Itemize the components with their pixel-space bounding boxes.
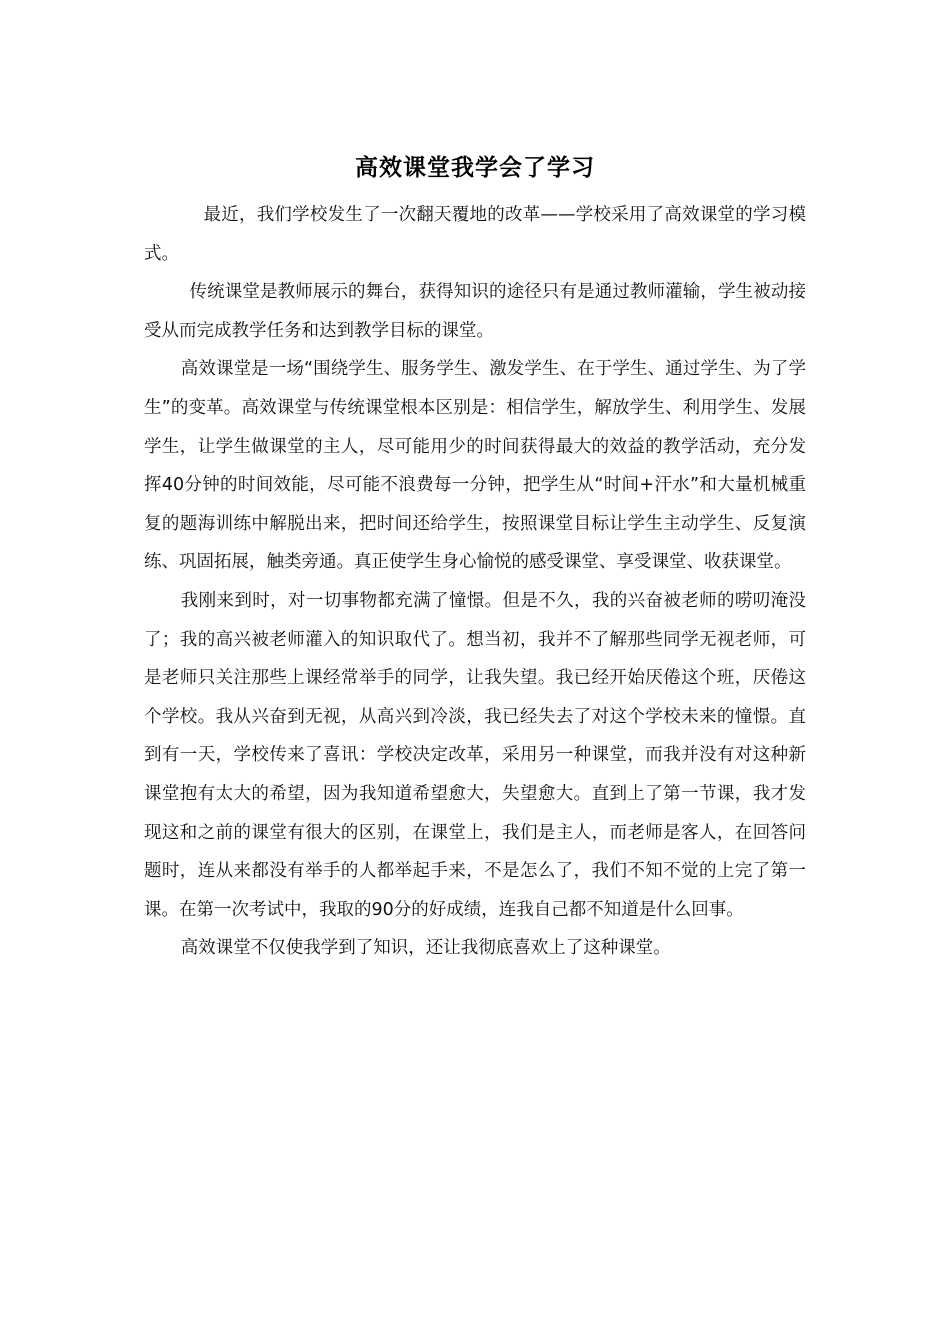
- document-body: [144, 148, 806, 968]
- paragraph-2: 传统课堂是教师展示的舞台，获得知识的途径只有是通过教师灌输，学生被动接受从而完成教学任务和达到教学目标的课堂。: [144, 282, 806, 341]
- paragraph-1: 最近，我们学校发生了一次翻天覆地的改革——学校采用了高效课堂的学习模式。: [144, 205, 806, 264]
- document-title: 高效课堂我学会了学习: [355, 155, 595, 181]
- paragraph-5: 高效课堂不仅使我学到了知识，还让我彻底喜欢上了这种课堂。: [180, 938, 671, 959]
- paragraph-3: 高效课堂是一场“围绕学生、服务学生、激发学生、在于学生、通过学生、为了学生”的变革。高效课堂与传统课堂根本区别是：相信学生，解放学生、利用学生、发展学生，让学生做课堂的主人，尽可能用少的时间获得最大的效益的教学活动，充分发挥40分钟的时间效能，尽可能不浪费每一分钟，把学生从“时间+汗水”和大量机械重复的题海训练中解脱出来，把时间还给学生，按照课堂目标让学生主动学生、反复演练、巩固拓展，触类旁通。真正使学生身心愉悦的感受课堂、享受课堂、收获课堂。: [144, 359, 806, 573]
- paragraph-4: 我刚来到时，对一切事物都充满了憧憬。但是不久，我的兴奋被老师的唠叨淹没了；我的高兴被老师灌入的知识取代了。想当初，我并不了解那些同学无视老师，可是老师只关注那些上课经常举手的同学，让我失望。我已经开始厌倦这个班，厌倦这个学校。我从兴奋到无视，从高兴到冷淡，我已经失去了对这个学校未来的憧憬。直到有一天，学校传来了喜讯：学校决定改革，采用另一种课堂，而我并没有对这种新课堂抱有太大的希望，因为我知道希望愈大，失望愈大。直到上了第一节课，我才发现这和之前的课堂有很大的区别，在课堂上，我们是主人，而老师是客人，在回答问题时，连从来都没有举手的人都举起手来，不是怎么了，我们不知不觉的上完了第一课。在第一次考试中，我取的90分的好成绩，连我自己都不知道是什么回事。: [144, 590, 806, 920]
